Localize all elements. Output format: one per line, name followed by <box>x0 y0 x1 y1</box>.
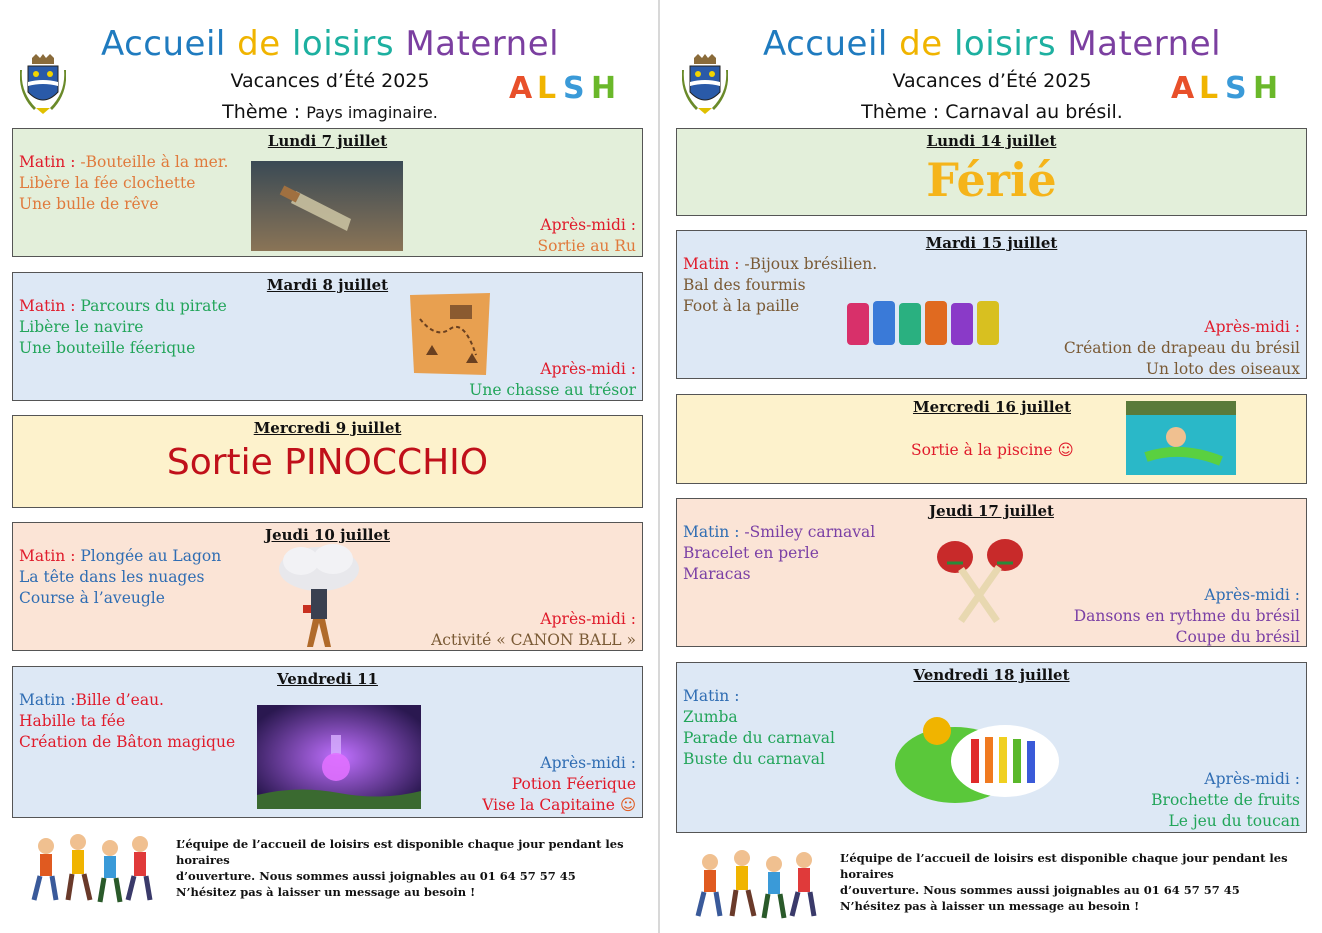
day-title: Mercredi 16 juillet <box>912 398 1072 416</box>
day-title: Lundi 14 juillet <box>926 132 1057 150</box>
children-illustration <box>692 846 822 926</box>
maracas-image <box>927 535 1031 625</box>
svg-text:A: A <box>1171 71 1195 104</box>
day-title: Lundi 7 juillet <box>267 132 388 150</box>
footer-contact-text: L’équipe de l’accueil de loisirs est disponible chaque jour pendant les horaires d’ouverture. Nous sommes aussi joignables au 01 64 57 57 45 N’hésitez pas à laisser un message au besoin ! <box>840 851 1288 913</box>
holiday-banner: Férié <box>926 153 1057 207</box>
morning-activities: Matin : Zumba Parade du carnaval Buste du carnaval <box>683 687 835 768</box>
afternoon-activities: Après-midi : Une chasse au trésor <box>469 360 636 399</box>
afternoon-activities: Après-midi : Création de drapeau du brésil Un loto des oiseaux <box>1063 318 1300 378</box>
theme-line: Thème : Carnaval au brésil. <box>861 101 1123 123</box>
day-box-vendredi-11 <box>12 666 643 818</box>
day-box-mercredi-16 <box>676 394 1307 484</box>
day-title: Jeudi 10 juillet <box>265 526 390 544</box>
svg-text:H: H <box>1253 71 1279 104</box>
day-title: Vendredi 11 <box>277 670 378 688</box>
svg-text:L: L <box>1199 71 1219 104</box>
svg-text:S: S <box>563 71 585 104</box>
morning-activities: Matin : -Bijoux brésilien. Bal des fourmis Foot à la paille <box>683 255 878 315</box>
day-box-vendredi-18 <box>676 662 1307 833</box>
svg-text:S: S <box>1225 71 1247 104</box>
theme-line: Thème : Pays imaginaire. <box>222 101 438 123</box>
children-illustration <box>28 830 158 910</box>
smiley-icon: ☺ <box>619 796 636 814</box>
afternoon-activities: Après-midi : Brochette de fruits Le jeu du toucan <box>1151 770 1300 830</box>
alsh-logo <box>505 70 623 104</box>
fruit-skewers-image <box>893 709 1063 805</box>
day-title: Mardi 15 juillet <box>925 234 1058 252</box>
afternoon-activities: Après-midi : Dansons en rythme du brésil Coupe du brésil <box>1073 586 1300 646</box>
morning-activities: Matin : Parcours du pirate Libère le navire Une bouteille féerique <box>19 297 227 357</box>
bracelets-image <box>843 295 1009 351</box>
bottle-image <box>251 161 403 251</box>
smiley-icon: ☺ <box>1057 441 1074 459</box>
day-box-mercredi-9 <box>12 415 643 508</box>
day-title: Jeudi 17 juillet <box>929 502 1054 520</box>
page-title: Accueil de loisirs Maternel <box>100 24 560 64</box>
morning-activities: Matin : Plongée au Lagon La tête dans les nuages Course à l’aveugle <box>19 547 222 607</box>
svg-text:A: A <box>509 71 533 104</box>
cloud-head-image <box>271 535 367 651</box>
outing-line: Sortie à la piscine ☺ <box>911 441 1074 459</box>
day-title: Mercredi 9 juillet <box>253 419 402 437</box>
afternoon-activities: Après-midi : Activité « CANON BALL » <box>431 610 636 649</box>
right-page <box>662 0 1322 933</box>
day-box-lundi-7 <box>12 128 643 257</box>
day-box-jeudi-10 <box>12 522 643 651</box>
outing-banner: Sortie PINOCCHIO <box>166 442 489 483</box>
subtitle: Vacances d’Été 2025 <box>892 70 1092 92</box>
day-box-jeudi-17 <box>676 498 1307 647</box>
footer-contact-text: L’équipe de l’accueil de loisirs est disponible chaque jour pendant les horaires d’ouverture. Nous sommes aussi joignables au 01 64 57 57 45 N’hésitez pas à laisser un message au besoin ! <box>176 837 624 899</box>
page-title: Accueil de loisirs Maternel <box>762 24 1222 64</box>
morning-activities: Matin :Bille d’eau. Habille ta fée Création de Bâton magique <box>19 691 236 751</box>
day-box-mardi-15 <box>676 230 1307 379</box>
alsh-logo <box>1167 70 1285 104</box>
svg-text:H: H <box>591 71 617 104</box>
day-title: Mardi 8 juillet <box>266 276 389 294</box>
morning-activities: Matin : -Bouteille à la mer. Libère la fée clochette Une bulle de rêve <box>19 153 229 213</box>
svg-text:L: L <box>537 71 557 104</box>
morning-activities: Matin : -Smiley carnaval Bracelet en perle Maracas <box>683 523 876 583</box>
afternoon-activities: Après-midi : Sortie au Ru <box>537 216 636 255</box>
left-page <box>0 0 660 933</box>
day-box-mardi-8 <box>12 272 643 401</box>
day-title: Vendredi 18 juillet <box>913 666 1070 684</box>
day-box-lundi-14 <box>676 128 1307 216</box>
swimming-pool-image <box>1126 401 1236 475</box>
magic-potion-image <box>257 705 421 809</box>
subtitle: Vacances d’Été 2025 <box>230 70 430 92</box>
afternoon-activities: Après-midi : Potion Féerique Vise la Capitaine ☺ <box>482 754 636 814</box>
